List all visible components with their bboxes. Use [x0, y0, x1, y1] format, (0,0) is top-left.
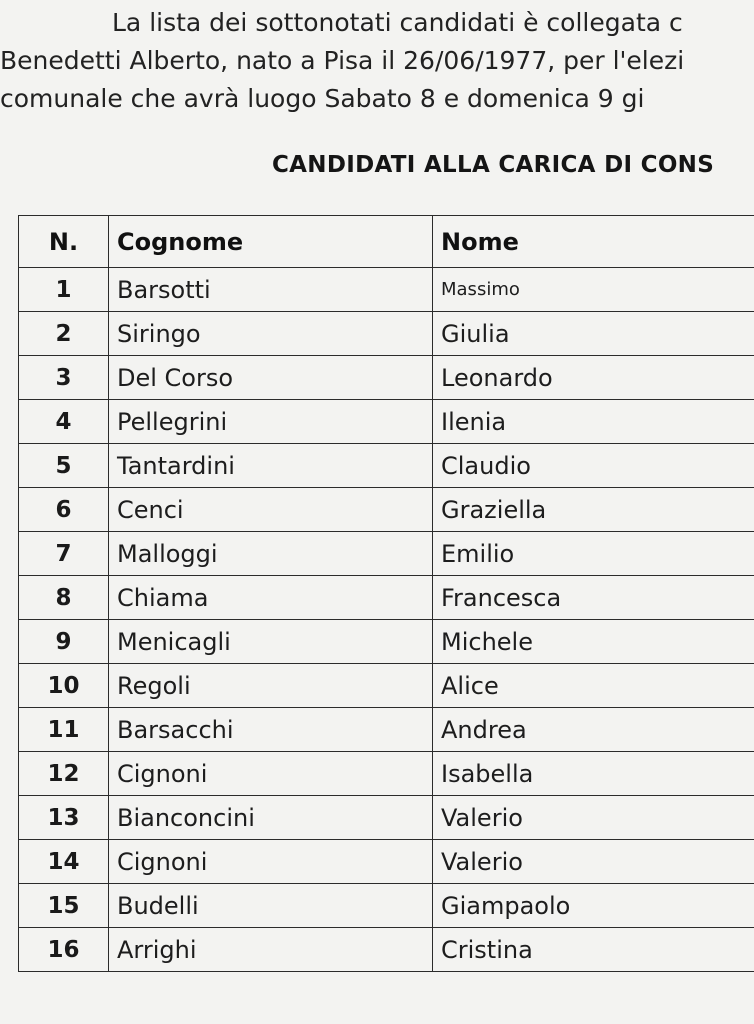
table-row — [19, 400, 754, 444]
table-row — [19, 708, 754, 752]
row-number: 11 — [19, 708, 109, 752]
table-body — [19, 268, 754, 972]
row-number: 15 — [19, 884, 109, 928]
table-row — [19, 576, 754, 620]
table-row — [19, 928, 754, 972]
row-name: Ilenia — [433, 400, 754, 444]
column-header-number: N. — [19, 216, 109, 268]
row-number: 9 — [19, 620, 109, 664]
row-name: Cristina — [433, 928, 754, 972]
row-number: 5 — [19, 444, 109, 488]
row-number: 8 — [19, 576, 109, 620]
row-name: Massimo — [433, 268, 754, 312]
row-surname: Siringo — [109, 312, 433, 356]
row-name: Isabella — [433, 752, 754, 796]
row-number: 13 — [19, 796, 109, 840]
row-name: Andrea — [433, 708, 754, 752]
row-surname: Chiama — [109, 576, 433, 620]
intro-line-2: Benedetti Alberto, nato a Pisa il 26/06/1977, per l'elezi — [0, 46, 685, 75]
row-surname: Menicagli — [109, 620, 433, 664]
table-row — [19, 312, 754, 356]
row-surname: Barsacchi — [109, 708, 433, 752]
row-surname: Barsotti — [109, 268, 433, 312]
table-row — [19, 664, 754, 708]
row-number: 2 — [19, 312, 109, 356]
row-surname: Cignoni — [109, 752, 433, 796]
intro-line-3: comunale che avrà luogo Sabato 8 e domenica 9 gi — [0, 84, 645, 113]
row-number: 4 — [19, 400, 109, 444]
table-row — [19, 444, 754, 488]
row-name: Emilio — [433, 532, 754, 576]
row-number: 10 — [19, 664, 109, 708]
row-number: 6 — [19, 488, 109, 532]
column-header-surname: Cognome — [109, 216, 433, 268]
row-name: Giulia — [433, 312, 754, 356]
row-number: 1 — [19, 268, 109, 312]
row-surname: Regoli — [109, 664, 433, 708]
table-row — [19, 620, 754, 664]
row-name: Alice — [433, 664, 754, 708]
row-surname: Bianconcini — [109, 796, 433, 840]
row-surname: Malloggi — [109, 532, 433, 576]
table-row — [19, 532, 754, 576]
row-surname: Pellegrini — [109, 400, 433, 444]
row-name: Francesca — [433, 576, 754, 620]
table-header-row — [19, 216, 754, 268]
row-name: Leonardo — [433, 356, 754, 400]
row-number: 3 — [19, 356, 109, 400]
row-number: 14 — [19, 840, 109, 884]
row-surname: Arrighi — [109, 928, 433, 972]
table-row — [19, 752, 754, 796]
candidates-table — [18, 215, 754, 972]
row-name: Graziella — [433, 488, 754, 532]
intro-line-1: La lista dei sottonotati candidati è collegata c — [112, 8, 683, 37]
row-surname: Cenci — [109, 488, 433, 532]
row-surname: Del Corso — [109, 356, 433, 400]
table-row — [19, 796, 754, 840]
row-surname: Cignoni — [109, 840, 433, 884]
row-name: Giampaolo — [433, 884, 754, 928]
row-surname: Budelli — [109, 884, 433, 928]
column-header-name: Nome — [433, 216, 754, 268]
table-row — [19, 268, 754, 312]
row-name: Michele — [433, 620, 754, 664]
table-row — [19, 488, 754, 532]
row-number: 12 — [19, 752, 109, 796]
row-name: Valerio — [433, 840, 754, 884]
row-number: 16 — [19, 928, 109, 972]
table-row — [19, 356, 754, 400]
row-surname: Tantardini — [109, 444, 433, 488]
table-row — [19, 840, 754, 884]
table-row — [19, 884, 754, 928]
section-heading: CANDIDATI ALLA CARICA DI CONS — [272, 152, 715, 178]
row-number: 7 — [19, 532, 109, 576]
row-name: Claudio — [433, 444, 754, 488]
row-name: Valerio — [433, 796, 754, 840]
